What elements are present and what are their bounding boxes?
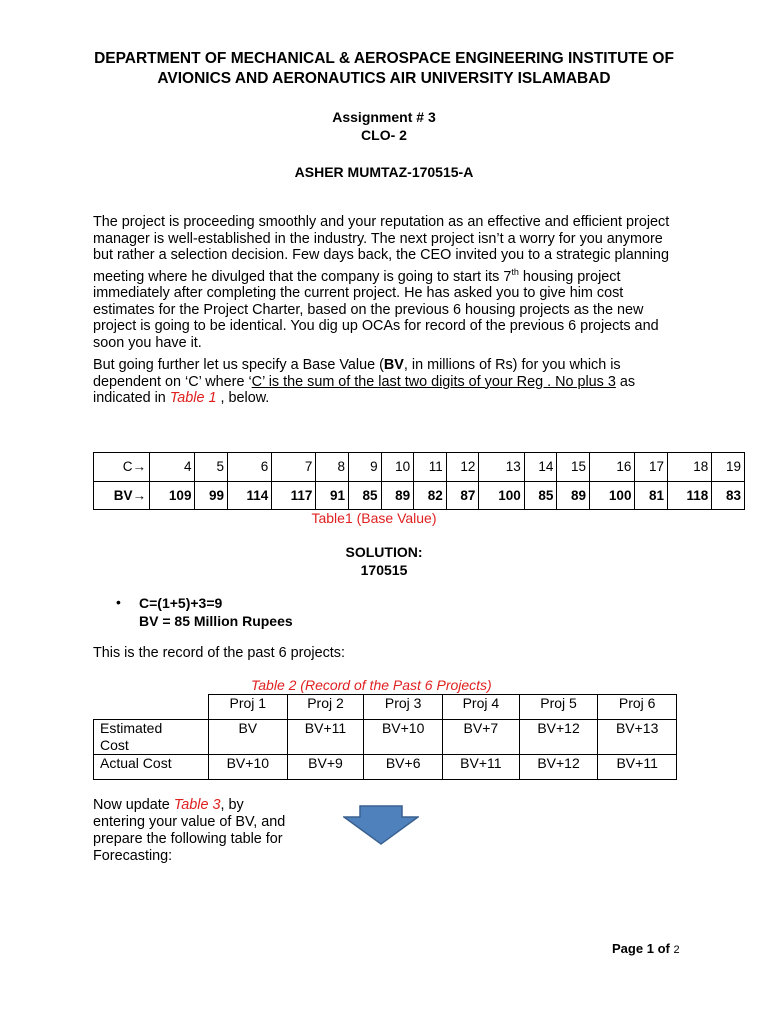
record-intro: This is the record of the past 6 projects: (93, 645, 345, 661)
bv-value-cell: 118 (668, 481, 712, 510)
c-value-cell: 18 (668, 453, 712, 482)
project-header-cell: Proj 1 (209, 695, 288, 720)
estimated-label-b: Cost (100, 737, 129, 753)
project-header-cell: Proj 6 (598, 695, 677, 720)
solution-calculation (139, 594, 293, 630)
estimated-cost-cell: BV+7 (442, 720, 519, 755)
of-word: of (657, 941, 670, 956)
past-projects-table (93, 694, 677, 780)
bv-value-cell: 85 (348, 481, 381, 510)
c-value-cell: 9 (348, 453, 381, 482)
bv-value-cell: 117 (272, 481, 316, 510)
bv-value-cell: 89 (381, 481, 414, 510)
student-name: ASHER MUMTAZ-170515-A (294, 164, 474, 180)
c-value-cell: 6 (228, 453, 272, 482)
c-value-cell: 14 (524, 453, 557, 482)
bv-value-cell: 99 (195, 481, 228, 510)
c-value-cell: 11 (414, 453, 447, 482)
bv-value-cell: 89 (557, 481, 590, 510)
table2-actual-row (94, 755, 677, 780)
header-line-2: AVIONICS AND AERONAUTICS AIR UNIVERSITY ISLAMABAD (157, 70, 611, 87)
c-value-cell: 19 (712, 453, 745, 482)
bv-underlined: C’ is the sum of the last two digits of your Reg . No plus 3 (251, 373, 616, 390)
clo-label: CLO- 2 (361, 127, 407, 143)
bullet-icon: • (116, 594, 121, 610)
down-arrow-icon (343, 805, 419, 845)
bv-value-cell: 114 (228, 481, 272, 510)
c-value-cell: 7 (272, 453, 316, 482)
c-value-cell: 5 (195, 453, 228, 482)
table2-caption: Table 2 (Record of the Past 6 Projects) (251, 677, 492, 693)
assignment-block (0, 108, 768, 144)
bv-value-cell: 100 (479, 481, 524, 510)
base-value-table (93, 452, 745, 510)
intro-paragraph (93, 214, 683, 352)
update-line-3: prepare the following table for (93, 831, 283, 847)
table1-caption: Table1 (Base Value) (311, 510, 437, 526)
c-calculation: C=(1+5)+3=9 (139, 595, 223, 611)
bv-value-cell: 85 (524, 481, 557, 510)
table2-estimated-row (94, 720, 677, 755)
bv-text-c: as indicated in (93, 373, 636, 407)
table2-header-row (94, 695, 677, 720)
actual-cost-cell: BV+12 (519, 755, 598, 780)
actual-cost-cell: BV+9 (287, 755, 364, 780)
c-value-cell: 4 (150, 453, 195, 482)
estimated-cost-label (94, 720, 209, 755)
update-instructions (93, 797, 285, 865)
bv-label-cell: BV→ (94, 481, 150, 510)
bv-bold: BV (383, 357, 404, 373)
actual-cost-cell: BV+10 (209, 755, 288, 780)
table1-reference: Table 1 (169, 390, 217, 407)
c-value-cell: 12 (446, 453, 479, 482)
bv-value-cell: 91 (316, 481, 349, 510)
page-footer (612, 941, 680, 956)
bv-value-cell: 109 (150, 481, 195, 510)
header-line-1: DEPARTMENT OF MECHANICAL & AEROSPACE ENGINEERING INSTITUTE OF (94, 50, 674, 67)
page-total: 2 (673, 944, 680, 956)
table1-bv-row (94, 481, 745, 510)
solution-block (0, 543, 768, 579)
table2-corner (94, 695, 209, 720)
estimated-cost-cell: BV+13 (598, 720, 677, 755)
update-text-b: , by (220, 797, 244, 813)
project-header-cell: Proj 4 (442, 695, 519, 720)
estimated-cost-cell: BV (209, 720, 288, 755)
actual-cost-cell: BV+11 (598, 755, 677, 780)
update-line-1 (93, 797, 285, 814)
estimated-cost-cell: BV+12 (519, 720, 598, 755)
project-header-cell: Proj 3 (364, 695, 443, 720)
c-value-cell: 15 (557, 453, 590, 482)
update-line-4: Forecasting: (93, 848, 173, 864)
bv-value-cell: 87 (446, 481, 479, 510)
intro-text-a: The project is proceeding smoothly and your reputation as an effective and efficient project manager is well-established in the industry. The next project isn’t a worry for you anymore but rather a selection decision. Few days back, the CEO invited you to a strategic planning meeting where he divulged that the company is going to start its 7 (93, 214, 670, 285)
c-value-cell: 10 (381, 453, 414, 482)
base-value-paragraph (93, 357, 683, 407)
assignment-title: Assignment # 3 (332, 109, 436, 125)
registration-number: 170515 (360, 562, 408, 578)
bv-value-cell: 81 (635, 481, 668, 510)
c-value-cell: 8 (316, 453, 349, 482)
actual-cost-label: Actual Cost (94, 755, 209, 780)
intro-text-b: housing project immediately after completing the current project. He has asked you to give him cost estimates for the Project Charter, based on the previous 6 housing projects as the new project is going to be identical. You dig up OCAs for record of the previous 6 projects and soon you have it. (93, 268, 659, 351)
actual-cost-cell: BV+11 (442, 755, 519, 780)
update-line-2: entering your value of BV, and (93, 814, 286, 830)
table1-c-row (94, 453, 745, 482)
bv-result: BV = 85 Million Rupees (139, 613, 293, 629)
c-value-cell: 17 (635, 453, 668, 482)
document-header (60, 49, 708, 89)
bv-value-cell: 100 (590, 481, 635, 510)
table3-reference: Table 3 (173, 797, 221, 813)
c-value-cell: 13 (479, 453, 524, 482)
bv-text-d: , below. (216, 390, 270, 407)
c-label-cell: C→ (94, 453, 150, 482)
update-text-a: Now update (93, 797, 174, 813)
intro-superscript: th (511, 266, 519, 277)
solution-title: SOLUTION: (345, 544, 423, 560)
actual-cost-cell: BV+6 (364, 755, 443, 780)
bv-text-b: , in millions of Rs) for you which is dependent on ‘C’ where ‘ (93, 357, 621, 390)
estimated-label-a: Estimated (100, 720, 163, 736)
project-header-cell: Proj 5 (519, 695, 598, 720)
bv-value-cell: 83 (712, 481, 745, 510)
bv-value-cell: 82 (414, 481, 447, 510)
project-header-cell: Proj 2 (287, 695, 364, 720)
estimated-cost-cell: BV+10 (364, 720, 443, 755)
bv-text-a: But going further let us specify a Base Value ( (93, 357, 384, 373)
page-word: Page (612, 941, 644, 956)
page-number: 1 (646, 941, 654, 956)
estimated-cost-cell: BV+11 (287, 720, 364, 755)
c-value-cell: 16 (590, 453, 635, 482)
